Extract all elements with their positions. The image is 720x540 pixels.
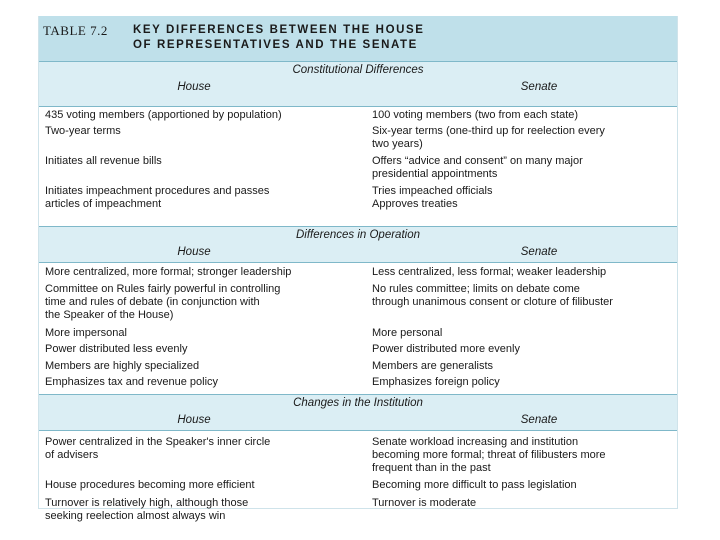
senate-cell-line: Power distributed more evenly [372,343,520,355]
senate-column-header: Senate [520,81,558,93]
senate-cell-line: Becoming more difficult to pass legislation [372,479,577,491]
house-cell-line: More centralized, more formal; stronger leadership [45,266,292,278]
house-cell-line: of advisers [45,449,99,461]
house-cell-line: Committee on Rules fairly powerful in controlling [45,283,281,295]
house-cell-line: Initiates all revenue bills [45,155,162,167]
senate-column-header: Senate [520,414,558,426]
table-title-band [39,16,677,61]
header-divider [39,430,677,431]
senate-cell-line: Tries impeached officials [372,185,493,197]
senate-cell-line: through unanimous consent or cloture of filibuster [372,296,613,308]
house-cell-line: Initiates impeachment procedures and passes [45,185,270,197]
house-cell-line: Power distributed less evenly [45,343,188,355]
house-cell-line: seeking reelection almost always win [45,510,226,522]
senate-cell-line: two years) [372,138,423,150]
header-divider [39,262,677,263]
senate-cell-line: Members are generalists [372,360,494,372]
table-title [133,23,425,53]
section-title: Constitutional Differences [292,64,424,76]
house-column-header: House [177,246,211,258]
house-cell-line: House procedures becoming more efficient [45,479,255,491]
house-cell-line: time and rules of debate (in conjunction with [45,296,260,308]
senate-cell-line: Turnover is moderate [372,497,477,509]
differences-table [38,16,678,522]
house-cell-line: Two-year terms [45,125,121,137]
senate-cell-line: presidential appointments [372,168,498,180]
senate-cell-line: Offers “advice and consent” on many major [372,155,583,167]
table-title-line-2: OF REPRESENTATIVES AND THE SENATE [133,39,418,51]
house-cell-line: Emphasizes tax and revenue policy [45,376,219,388]
senate-cell-line: More personal [372,327,443,339]
senate-cell-line: frequent than in the past [372,462,491,474]
table-title-line-1: KEY DIFFERENCES BETWEEN THE HOUSE [133,24,425,36]
table-number: TABLE 7.2 [43,23,108,38]
house-cell-line: articles of impeachment [45,198,162,210]
senate-cell-line: Less centralized, less formal; weaker leadership [372,266,607,278]
senate-column-header: Senate [520,246,558,258]
senate-cell-line: Emphasizes foreign policy [372,376,500,388]
senate-cell-line: Six-year terms (one-third up for reelection every [372,125,605,137]
house-cell-line: Turnover is relatively high, although those [45,497,249,509]
house-cell-line: Members are highly specialized [45,360,200,372]
section-title: Changes in the Institution [293,397,423,409]
house-column-header: House [177,414,211,426]
section-title: Differences in Operation [295,229,420,241]
house-cell-line: More impersonal [45,327,127,339]
senate-cell-line: becoming more formal; threat of filibusters more [372,449,606,461]
header-divider [39,106,677,107]
senate-cell-line: No rules committee; limits on debate come [372,283,580,295]
senate-cell-line: Approves treaties [372,198,458,210]
house-cell-line: Power centralized in the Speaker's inner circle [45,436,271,448]
house-cell-line: 435 voting members (apportioned by population) [45,109,282,121]
senate-cell-line: 100 voting members (two from each state) [372,109,579,121]
house-cell-line: the Speaker of the House) [45,309,174,321]
house-column-header: House [177,81,211,93]
senate-cell-line: Senate workload increasing and institution [372,436,579,448]
